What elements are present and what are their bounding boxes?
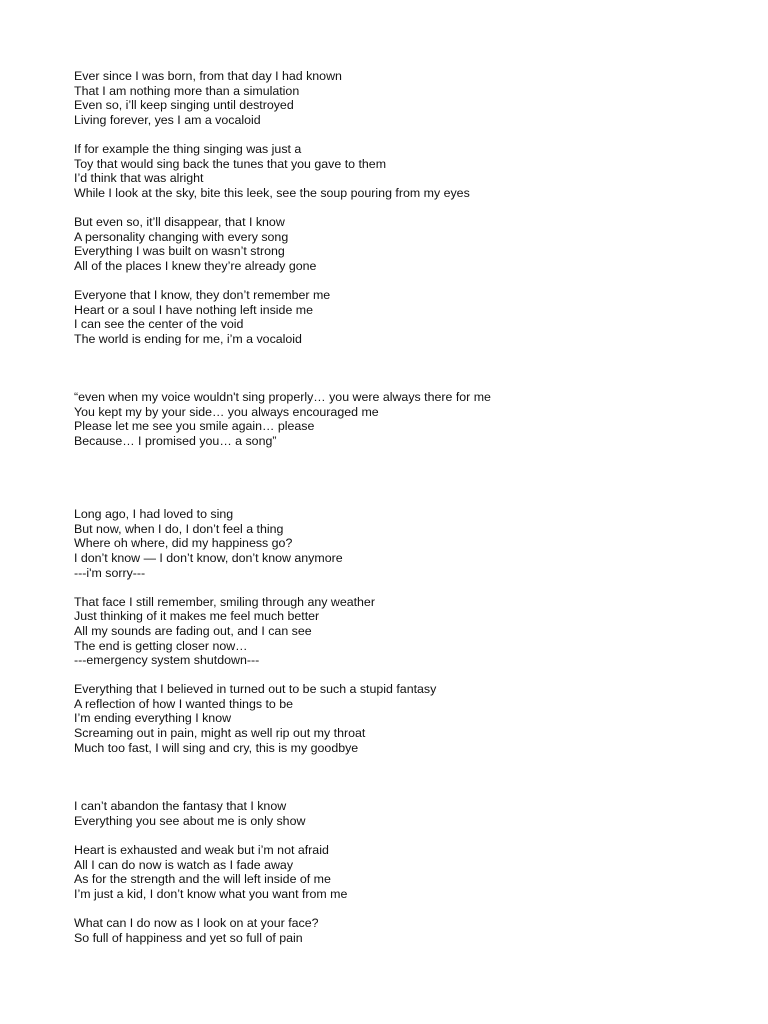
stanza-4 — [74, 288, 734, 346]
lyric-line: That face I still remember, smiling through any weather — [74, 594, 375, 609]
lyric-line: All of the places I knew they’re already gone — [74, 258, 317, 273]
lyric-line: Where oh where, did my happiness go? — [74, 536, 293, 551]
lyric-line: Everything that I believed in turned out to be such a stupid fantasy — [74, 682, 437, 697]
lyric-line: While I look at the sky, bite this leek, see the soup pouring from my eyes — [74, 185, 470, 200]
lyric-line: Living forever, yes I am a vocaloid — [74, 112, 261, 127]
stanza-1 — [74, 69, 734, 127]
lyric-line: Heart is exhausted and weak but i’m not afraid — [74, 843, 329, 858]
lyric-line: You kept my by your side… you always encouraged me — [74, 404, 379, 419]
lyrics-body — [74, 69, 734, 945]
lyric-line: So full of happiness and yet so full of pain — [74, 930, 303, 945]
stanza-8 — [74, 682, 734, 755]
stanza-2 — [74, 142, 734, 200]
lyric-line: But now, when I do, I don’t feel a thing — [74, 521, 284, 536]
lyric-line: All I can do now is watch as I fade away — [74, 857, 294, 872]
lyric-line: Screaming out in pain, might as well rip out my throat — [74, 726, 366, 741]
lyric-line: ---i'm sorry--- — [74, 565, 146, 580]
lyric-line: I’m just a kid, I don’t know what you want from me — [74, 886, 348, 901]
lyric-line: I can’t abandon the fantasy that I know — [74, 799, 287, 814]
lyric-line: As for the strength and the will left inside of me — [74, 872, 331, 887]
lyric-line: Just thinking of it makes me feel much better — [74, 609, 320, 624]
stanza-11 — [74, 916, 734, 945]
lyric-line: I can see the center of the void — [74, 317, 244, 332]
lyric-line: If for example the thing singing was just a — [74, 141, 302, 156]
lyric-line: Toy that would sing back the tunes that you gave to them — [74, 156, 387, 171]
lyric-line: But even so, it’ll disappear, that I know — [74, 214, 285, 229]
lyric-line: Everyone that I know, they don’t remember me — [74, 287, 331, 302]
stanza-6 — [74, 507, 734, 580]
lyric-line: All my sounds are fading out, and I can see — [74, 623, 312, 638]
stanza-5-quote — [74, 390, 734, 448]
lyric-line: I don’t know — I don’t know, don’t know anymore — [74, 550, 343, 565]
lyric-line: ---emergency system shutdown--- — [74, 653, 260, 668]
lyric-line: Everything I was built on wasn’t strong — [74, 244, 285, 259]
lyric-line: I’m ending everything I know — [74, 711, 232, 726]
lyric-line: A personality changing with every song — [74, 229, 289, 244]
stanza-3 — [74, 215, 734, 273]
lyric-line: The end is getting closer now… — [74, 638, 248, 653]
lyric-line: Even so, i’ll keep singing until destroyed — [74, 98, 294, 113]
lyric-line: Ever since I was born, from that day I had known — [74, 69, 342, 83]
lyric-line: Heart or a soul I have nothing left inside me — [74, 302, 313, 317]
stanza-7 — [74, 595, 734, 668]
lyric-line: The world is ending for me, i’m a vocaloid — [74, 331, 302, 346]
lyric-line: Please let me see you smile again… please — [74, 419, 315, 434]
lyric-line: I’d think that was alright — [74, 171, 204, 186]
lyric-line: What can I do now as I look on at your face? — [74, 916, 319, 930]
lyric-line: Because… I promised you… a song” — [74, 434, 277, 449]
stanza-10 — [74, 843, 734, 901]
lyric-line: Everything you see about me is only show — [74, 813, 306, 828]
lyric-line: That I am nothing more than a simulation — [74, 83, 300, 98]
lyric-line: A reflection of how I wanted things to be — [74, 696, 294, 711]
lyric-line: “even when my voice wouldn't sing properly… you were always there for me — [74, 390, 491, 405]
lyric-line: Much too fast, I will sing and cry, this is my goodbye — [74, 740, 359, 755]
lyric-line: Long ago, I had loved to sing — [74, 507, 234, 522]
stanza-9 — [74, 799, 734, 828]
